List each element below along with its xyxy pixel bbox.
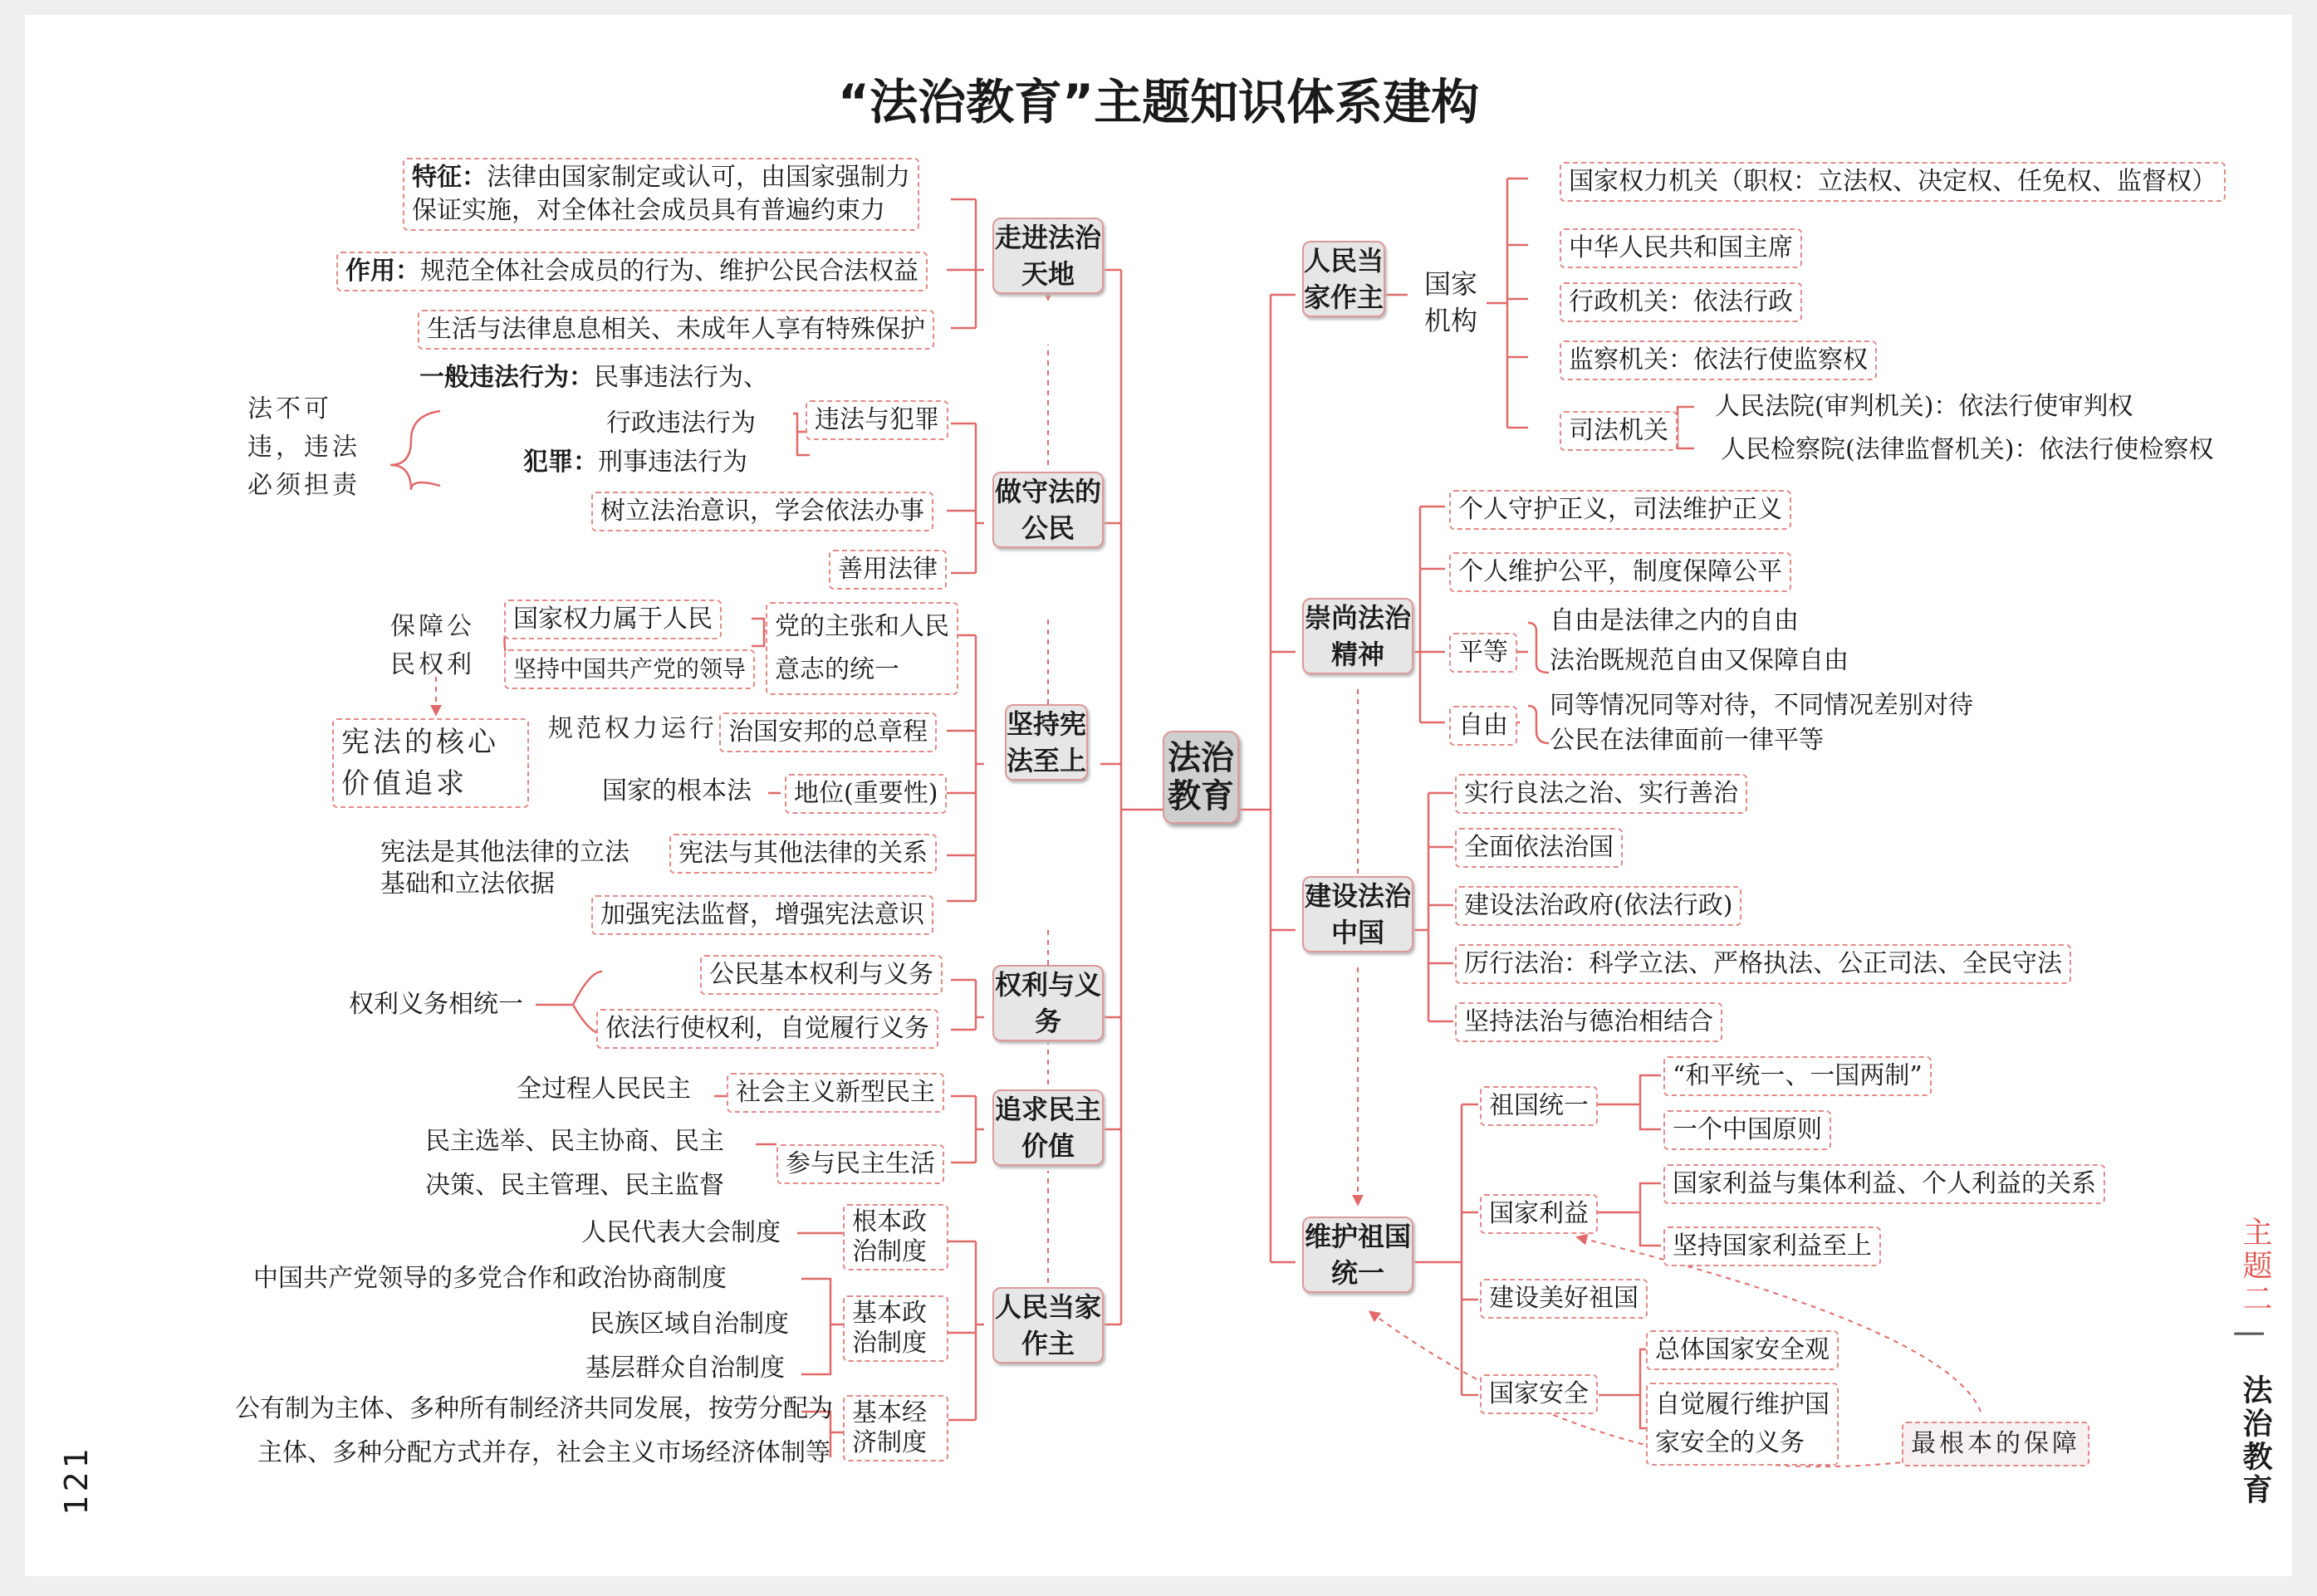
handwritten-regulate-power: 规范权力运行 [548,714,718,743]
use-law-box: 善用法律 [829,550,947,590]
basis-line1: 宪法是其他法律的立法 [380,838,629,867]
topic-enter-law: 走进法治天地 [992,218,1104,294]
holistic-security-box: 总体国家安全观 [1646,1330,1839,1370]
fairness-box: 个人维护公平，制度保障公平 [1449,552,1791,592]
forms-line2: 决策、民主管理、民主监督 [425,1171,724,1200]
law-feature-box [403,158,919,231]
side-topic-label: 法治教育 [2238,1374,2272,1507]
page-number: 121 [58,1445,95,1515]
party-lead: 坚持中国共产党的领导 [504,649,755,689]
fundamental-law: 国家的根本法 [602,776,752,805]
court: 人民法院(审判机关)：依法行使审判权 [1715,392,2133,421]
basic-rights-box: 公民基本权利与义务 [700,955,943,995]
reunify-box: 祖国统一 [1480,1086,1598,1126]
crime-text: 刑事违法行为 [598,448,747,477]
topic-law-abiding: 做守法的公民 [992,472,1104,548]
crime-line [523,446,747,479]
role-text: 规范全体社会成员的行为、维护公民合法权益 [420,257,918,286]
procuratorate: 人民检察院(法律监督机关)：依法行使检察权 [1721,435,2214,464]
participate-box: 参与民主生活 [776,1144,944,1184]
center-node: 法治教育 [1163,731,1239,824]
supervision-organ-box: 监察机关：依法行使监察权 [1560,340,1877,380]
judicial-organ-box: 司法机关 [1560,411,1678,451]
page-title: “法治教育”主题知识体系建构 [837,74,1480,130]
topic-build-rule-of-law-china: 建设法治中国 [1302,876,1413,952]
awareness-box: 树立法治意识，学会依法办事 [591,492,933,531]
good-law-box: 实行良法之治、实行善治 [1455,774,1747,814]
general-violation-2: 行政违法行为 [606,409,756,438]
general-1: 民事违法行为、 [594,363,768,392]
cpc-system: 中国共产党领导的多党合作和政治协商制度 [253,1264,727,1293]
handwritten-note-law: 法不可违，违法必须担责 [247,394,360,500]
admin-organ-box: 行政机关：依法行政 [1560,282,1802,322]
build-motherland-box: 建设美好祖国 [1480,1279,1648,1319]
crime-label: 犯罪： [523,448,598,477]
crime-node: 违法与犯罪 [806,400,948,440]
equal-line1: 同等情况同等对待，不同情况差别对待 [1550,691,1973,720]
general-violation-line [419,361,768,394]
fundamental-political-box: 根本政治制度 [843,1204,948,1270]
topic-people-master-left: 人民当家作主 [992,1287,1104,1363]
topic-constitution: 坚持宪法至上 [1005,704,1088,781]
topic-rule-of-law-spirit: 崇尚法治精神 [1302,598,1413,674]
interest-first-box: 坚持国家利益至上 [1663,1226,1881,1266]
topic-rights-duties: 权利与义务 [992,965,1104,1041]
basis-line2: 基础和立法依据 [380,869,555,898]
side-separator: | [2234,1329,2268,1343]
practice-box: 厉行法治：科学立法、严格执法、公正司法、全民守法 [1455,944,2071,984]
law-life-box: 生活与法律息息相关、未成年人享有特殊保护 [418,310,934,350]
general-label: 一般违法行为： [419,363,594,392]
freedom-box: 自由 [1449,706,1517,746]
exercise-rights-box: 依法行使权利，自觉履行义务 [596,1009,938,1049]
handwritten-protect-rights: 保障公民权利 [390,612,475,679]
interest-box: 国家利益 [1480,1194,1598,1234]
duty-line2: 家安全的义务 [1655,1428,1805,1457]
duty-line1: 自觉履行维护国 [1655,1390,1830,1419]
president-box: 中华人民共和国主席 [1560,228,1802,268]
comprehensive-box: 全面依法治国 [1455,828,1623,868]
economy-line1: 公有制为主体、多种所有制经济共同发展，按劳分配为 [235,1394,833,1423]
economy-line2: 主体、多种分配方式并存，社会主义市场经济体制等 [257,1438,830,1467]
grassroots-autonomy: 基层群众自治制度 [585,1354,785,1383]
supervise-box: 加强宪法监督，增强宪法意识 [591,895,933,935]
regional-autonomy: 民族区域自治制度 [590,1310,789,1339]
fundamental-guarantee-box: 最根本的保障 [1902,1422,2089,1466]
forms-line1: 民主选举、民主协商、民主 [425,1127,724,1156]
combine-box: 坚持法治与德治相结合 [1455,1002,1722,1042]
equality-box: 平等 [1449,633,1517,673]
whole-process: 全过程人民民主 [517,1075,691,1104]
side-theme-label: 主题二 [2238,1217,2272,1316]
feature-line1: 法律由国家制定或认可，由国家强制力 [487,163,910,192]
justice-box: 个人守护正义，司法维护正义 [1449,490,1791,530]
one-country-box: “和平统一、一国两制” [1663,1056,1932,1096]
npc-system: 人民代表大会制度 [581,1218,781,1247]
security-box: 国家安全 [1480,1374,1598,1414]
relation-box: 宪法与其他法律的关系 [669,834,937,874]
power-organ-box: 国家权力机关（职权：立法权、决定权、任免权、监督权） [1560,162,2226,202]
feature-line2: 保证实施，对全体社会成员具有普遍约束力 [412,196,885,225]
rights-unity: 权利义务相统一 [349,990,523,1019]
law-role-box [336,252,928,291]
feature-label: 特征： [412,163,487,192]
basic-political-box: 基本政治制度 [843,1295,948,1362]
unity-box: 党的主张和人民意志的统一 [766,602,958,695]
topic-national-unity: 维护祖国统一 [1302,1217,1413,1293]
new-type-box: 社会主义新型民主 [727,1073,944,1113]
equal-line2: 公民在法律面前一律平等 [1550,726,1824,755]
interest-relation-box: 国家利益与集体利益、个人利益的关系 [1663,1164,2105,1204]
topic-democracy: 追求民主价值 [992,1089,1104,1166]
security-duty-box [1646,1383,1839,1466]
status-box: 地位(重要性) [785,774,947,814]
law-gov-box: 建设法治政府(依法行政) [1455,886,1741,926]
power-people: 国家权力属于人民 [504,600,722,639]
freedom-line2: 法治既规范自由又保障自由 [1550,646,1849,675]
one-china-box: 一个中国原则 [1663,1110,1831,1150]
freedom-line1: 自由是法律之内的自由 [1550,606,1799,635]
charter-box: 治国安邦的总章程 [719,712,937,752]
basic-economic-box: 基本经济制度 [843,1395,948,1461]
core-value-box: 宪法的核心价值追求 [332,718,529,808]
state-organ: 国家机构 [1424,268,1478,336]
role-label: 作用： [345,257,420,286]
topic-people-master-right: 人民当家作主 [1302,241,1385,317]
